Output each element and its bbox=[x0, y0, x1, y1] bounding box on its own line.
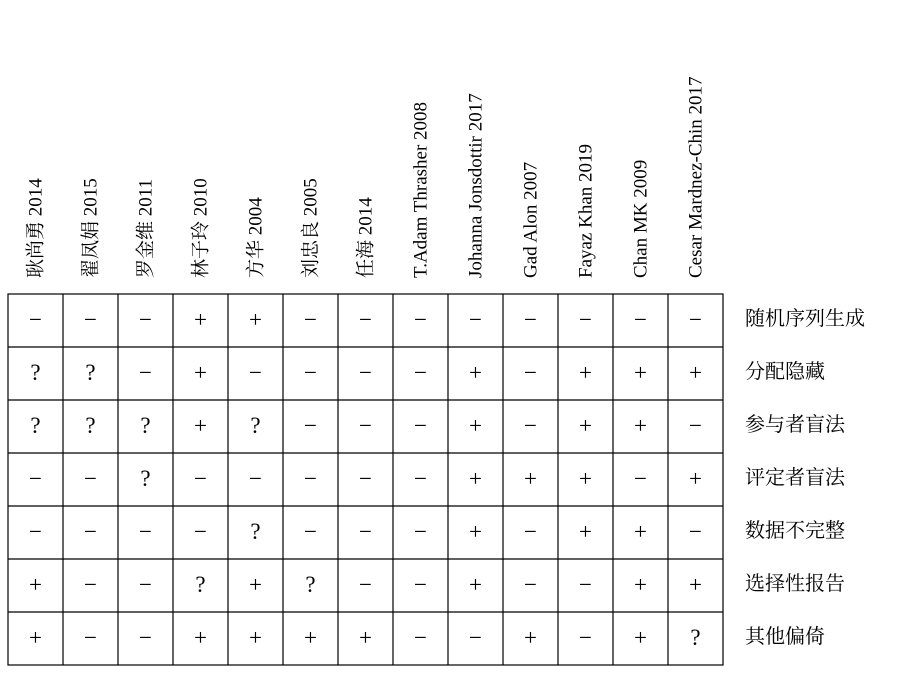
rating-cell-plus: + bbox=[469, 359, 482, 385]
rating-cell-minus: − bbox=[139, 359, 152, 385]
rating-cell-plus: + bbox=[29, 571, 42, 597]
rating-cell-minus: − bbox=[524, 518, 537, 544]
domain-label: 评定者盲法 bbox=[745, 467, 845, 490]
rating-cell-minus: − bbox=[249, 359, 262, 385]
rating-cell-minus: − bbox=[194, 465, 207, 491]
rating-cell-minus: − bbox=[359, 571, 372, 597]
rating-cell-plus: + bbox=[194, 306, 207, 332]
rating-cell-plus: + bbox=[579, 518, 592, 544]
rating-cell-minus: − bbox=[524, 412, 537, 438]
study-label-fayaz-khan-2019: Fayaz Khan 2019 bbox=[575, 143, 597, 278]
rating-cell-plus: + bbox=[634, 359, 647, 385]
rating-cell-plus: + bbox=[634, 518, 647, 544]
rating-cell-unclear: ? bbox=[250, 412, 261, 438]
study-label-刘忠良-2005: 刘忠良 2005 bbox=[300, 178, 322, 278]
rating-cell-minus: − bbox=[84, 571, 97, 597]
rating-cell-plus: + bbox=[689, 359, 702, 385]
rating-cell-minus: − bbox=[304, 359, 317, 385]
rating-cell-minus: − bbox=[84, 624, 97, 650]
rating-cell-minus: − bbox=[634, 306, 647, 332]
rating-cell-minus: − bbox=[249, 465, 262, 491]
rating-cell-minus: − bbox=[304, 518, 317, 544]
rating-cell-minus: − bbox=[84, 465, 97, 491]
rating-cell-minus: − bbox=[84, 518, 97, 544]
rating-cell-plus: + bbox=[469, 465, 482, 491]
rating-cell-plus: + bbox=[249, 571, 262, 597]
rating-cell-minus: − bbox=[524, 359, 537, 385]
rating-cell-minus: − bbox=[359, 412, 372, 438]
rating-cell-minus: − bbox=[689, 412, 702, 438]
rating-cell-minus: − bbox=[29, 518, 42, 544]
study-labels bbox=[25, 76, 707, 278]
rating-cell-plus: + bbox=[194, 359, 207, 385]
rating-cell-minus: − bbox=[359, 465, 372, 491]
study-label-罗金维-2011: 罗金维 2011 bbox=[135, 178, 157, 278]
rating-cell-minus: − bbox=[139, 306, 152, 332]
rating-cell-minus: − bbox=[414, 359, 427, 385]
rating-cell-plus: + bbox=[524, 624, 537, 650]
rating-cell-minus: − bbox=[304, 306, 317, 332]
rating-cell-minus: − bbox=[579, 571, 592, 597]
domain-label: 选择性报告 bbox=[745, 573, 845, 596]
rating-cell-plus: + bbox=[634, 624, 647, 650]
rating-cell-plus: + bbox=[524, 465, 537, 491]
rating-cell-minus: − bbox=[139, 518, 152, 544]
rating-cell-minus: − bbox=[194, 518, 207, 544]
rating-cell-minus: − bbox=[29, 465, 42, 491]
rating-cell-plus: + bbox=[249, 624, 262, 650]
rating-cell-minus: − bbox=[359, 359, 372, 385]
domain-label: 参与者盲法 bbox=[745, 414, 845, 437]
rating-cell-plus: + bbox=[194, 624, 207, 650]
rating-cell-unclear: ? bbox=[140, 412, 151, 438]
rating-cell-plus: + bbox=[689, 465, 702, 491]
rating-cell-minus: − bbox=[689, 306, 702, 332]
rating-cell-minus: − bbox=[414, 465, 427, 491]
rating-cell-plus: + bbox=[634, 412, 647, 438]
rating-cell-unclear: ? bbox=[85, 412, 96, 438]
study-label-chan-mk-2009: Chan MK 2009 bbox=[630, 159, 652, 278]
study-label-gad-alon-2007: Gad Alon 2007 bbox=[520, 161, 542, 278]
rating-cell-plus: + bbox=[469, 412, 482, 438]
rating-cell-plus: + bbox=[194, 412, 207, 438]
rating-cell-unclear: ? bbox=[140, 465, 151, 491]
rating-cell-plus: + bbox=[359, 624, 372, 650]
rating-cell-plus: + bbox=[29, 624, 42, 650]
domain-labels bbox=[745, 307, 865, 648]
study-label-翟凤娟-2015: 翟凤娟 2015 bbox=[80, 178, 102, 278]
domain-label: 数据不完整 bbox=[745, 520, 845, 543]
rating-cell-minus: − bbox=[414, 571, 427, 597]
rating-cell-plus: + bbox=[469, 571, 482, 597]
rating-cell-unclear: ? bbox=[305, 571, 316, 597]
rating-cell-minus: − bbox=[524, 571, 537, 597]
domain-label: 随机序列生成 bbox=[745, 308, 865, 331]
rating-cell-minus: − bbox=[579, 306, 592, 332]
rating-cell-minus: − bbox=[29, 306, 42, 332]
rating-cell-minus: − bbox=[579, 624, 592, 650]
domain-label: 分配隐藏 bbox=[745, 361, 825, 384]
rating-cell-unclear: ? bbox=[30, 359, 41, 385]
domain-label: 其他偏倚 bbox=[745, 626, 825, 649]
rating-cell-plus: + bbox=[304, 624, 317, 650]
rating-cell-plus: + bbox=[469, 518, 482, 544]
rating-cell-minus: − bbox=[634, 465, 647, 491]
rating-cell-minus: − bbox=[469, 306, 482, 332]
rating-cell-plus: + bbox=[249, 306, 262, 332]
rating-cell-plus: + bbox=[579, 412, 592, 438]
rating-cell-minus: − bbox=[139, 571, 152, 597]
rating-cell-unclear: ? bbox=[250, 518, 261, 544]
rating-cell-unclear: ? bbox=[85, 359, 96, 385]
rating-cell-minus: − bbox=[469, 624, 482, 650]
rating-cells bbox=[29, 307, 702, 650]
rating-cell-unclear: ? bbox=[30, 412, 41, 438]
study-label-方华-2004: 方华 2004 bbox=[245, 197, 267, 278]
rating-cell-minus: − bbox=[359, 518, 372, 544]
rating-cell-plus: + bbox=[689, 571, 702, 597]
rating-cell-minus: − bbox=[414, 412, 427, 438]
rating-cell-plus: + bbox=[634, 571, 647, 597]
rating-cell-minus: − bbox=[414, 306, 427, 332]
rating-cell-minus: − bbox=[84, 306, 97, 332]
rating-cell-minus: − bbox=[524, 306, 537, 332]
rating-cell-unclear: ? bbox=[690, 624, 701, 650]
rating-cell-minus: − bbox=[304, 412, 317, 438]
rating-cell-minus: − bbox=[414, 624, 427, 650]
study-label-cesar-mardnez-chin-2017: Cesar Mardnez-Chin 2017 bbox=[685, 76, 707, 278]
rating-cell-minus: − bbox=[139, 624, 152, 650]
study-label-林子玲-2010: 林子玲 2010 bbox=[190, 178, 212, 278]
rating-cell-unclear: ? bbox=[195, 571, 206, 597]
study-label-耿尚勇-2014: 耿尚勇 2014 bbox=[25, 178, 47, 278]
rating-cell-minus: − bbox=[689, 518, 702, 544]
study-label-t-adam-thrasher-2008: T.Adam Thrasher 2008 bbox=[410, 101, 432, 278]
rating-cell-plus: + bbox=[579, 465, 592, 491]
study-label-johanna-jonsdottir-2017: Johanna Jonsdottir 2017 bbox=[465, 93, 487, 278]
rating-cell-minus: − bbox=[304, 465, 317, 491]
study-label-任海-2014: 任海 2014 bbox=[355, 197, 377, 278]
rating-cell-plus: + bbox=[579, 359, 592, 385]
rating-cell-minus: − bbox=[359, 306, 372, 332]
rating-cell-minus: − bbox=[414, 518, 427, 544]
